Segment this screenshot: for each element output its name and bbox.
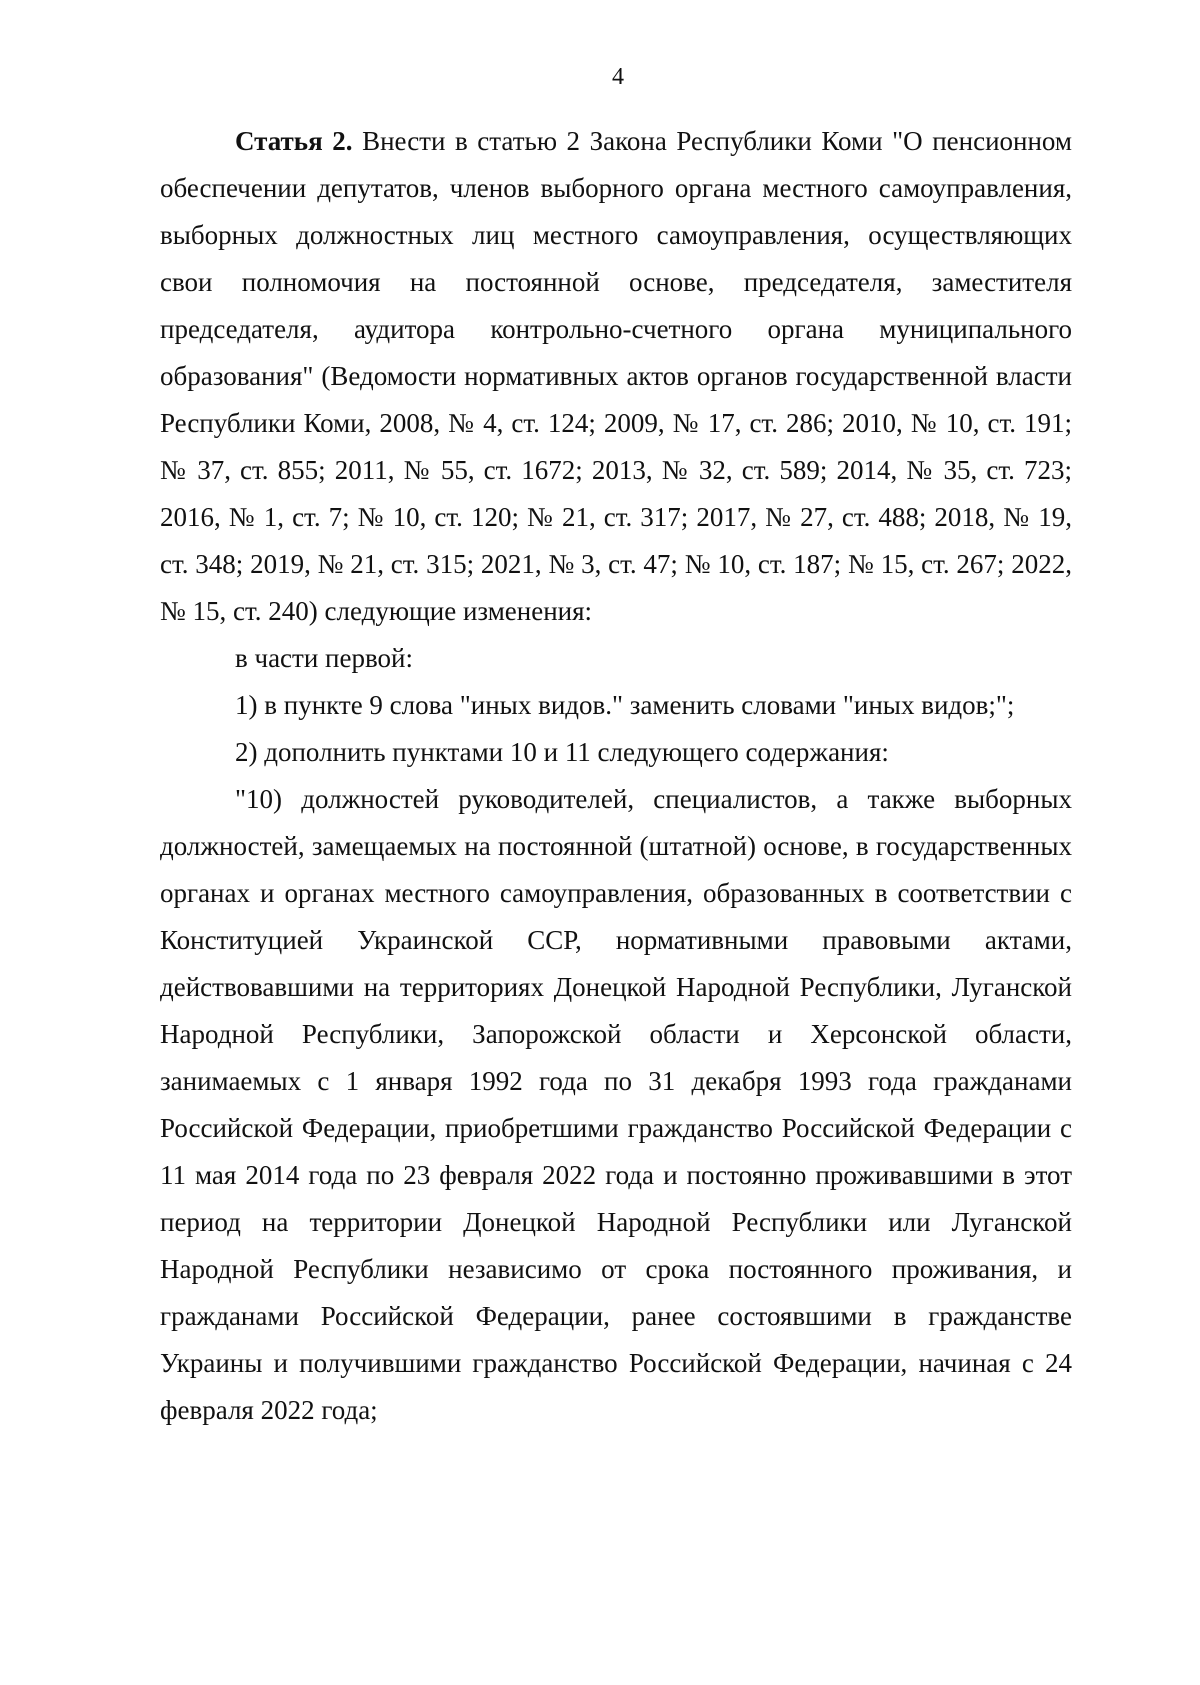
paragraph-item-2: 2) дополнить пунктами 10 и 11 следующего содержания:	[235, 737, 889, 767]
article-heading: Статья 2.	[235, 126, 353, 156]
paragraph-point-10: "10) должностей руководителей, специалистов, а также выборных должностей, замещаемых на постоянной (штатной) основе, в государственных органах и органах местного самоуправления, образованных в соответствии с Конституцией Украинской ССР, нормативными правовыми актами, действовавшими на территориях Донецкой Народной Республики, Луганской Народной Республики, Запорожской области и Херсонской области, занимаемых с 1 января 1992 года по 31 декабря 1993 года гражданами Российской Федерации, приобретшими гражданство Российской Федерации с 11 мая 2014 года по 23 февраля 2022 года и постоянно проживавшими в этот период на территории Донецкой Народной Республики или Луганской Народной Республики независимо от срока постоянного проживания, и гражданами Российской Федерации, ранее состоявшими в гражданстве Украины и получившими гражданство Российской Федерации, начиная с 24 февраля 2022 года;	[160, 784, 1072, 1425]
page-number: 4	[612, 64, 624, 90]
paragraph-part-one: в части первой:	[235, 643, 413, 673]
paragraph-item-1: 1) в пункте 9 слова "иных видов." заменить словами "иных видов;";	[235, 690, 1015, 720]
document-body	[160, 118, 1072, 1434]
article-paragraph	[160, 118, 1072, 635]
article-text: Внести в статью 2 Закона Республики Коми "О пенсионном обеспечении депутатов, членов выборного органа местного самоуправления, выборных должностных лиц местного самоуправления, осуществляющих свои полномочия на постоянной основе, председателя, заместителя председателя, аудитора контрольно-счетного органа муниципального образования" (Ведомости нормативных актов органов государственной власти Республики Коми, 2008, № 4, ст. 124; 2009, № 17, ст. 286; 2010, № 10, ст. 191; № 37, ст. 855; 2011, № 55, ст. 1672; 2013, № 32, ст. 589; 2014, № 35, ст. 723; 2016, № 1, ст. 7; № 10, ст. 120; № 21, ст. 317; 2017, № 27, ст. 488; 2018, № 19, ст. 348; 2019, № 21, ст. 315; 2021, № 3, ст. 47; № 10, ст. 187; № 15, ст. 267; 2022, № 15, ст. 240) следующие изменения:	[160, 126, 1073, 626]
